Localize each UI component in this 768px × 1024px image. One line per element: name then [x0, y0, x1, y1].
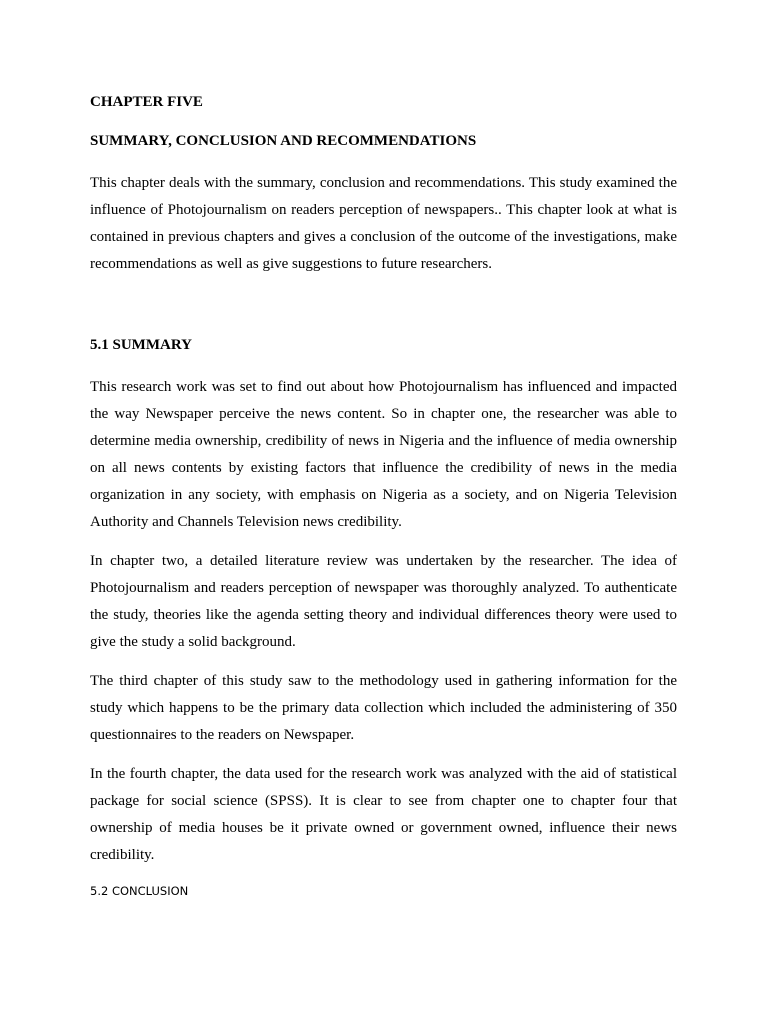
- chapter-title: SUMMARY, CONCLUSION AND RECOMMENDATIONS: [90, 133, 477, 149]
- document-body: [90, 92, 677, 899]
- summary-paragraph-1: This research work was set to find out about how Photojournalism has influenced and impacted the way Newspaper perceive the news content. So in chapter one, the researcher was able to determine media ownership, credibility of news in Nigeria and the influence of media ownership on all news contents by existing factors that influence the credibility of news in the media organization in any society, with emphasis on Nigeria as a society, and on Nigeria Television Authority and Channels Television news credibility.: [90, 379, 677, 530]
- summary-paragraph-4: In the fourth chapter, the data used for the research work was analyzed with the aid of statistical package for social science (SPSS). It is clear to see from chapter one to chapter four that ownership of media houses be it private owned or government owned, influence their news credibility.: [90, 766, 677, 863]
- conclusion-heading: 5.2 CONCLUSION: [90, 884, 189, 898]
- chapter-label: CHAPTER FIVE: [90, 94, 203, 110]
- summary-paragraph-2: In chapter two, a detailed literature review was undertaken by the researcher. The idea of Photojournalism and readers perception of newspaper was thoroughly analyzed. To authenticate the study, theories like the agenda setting theory and individual differences theory were used to give the study a solid background.: [90, 553, 677, 650]
- summary-heading: 5.1 SUMMARY: [90, 337, 192, 353]
- summary-paragraph-3: The third chapter of this study saw to the methodology used in gathering information for the study which happens to be the primary data collection which included the administering of 350 questionnaires to the readers on Newspaper.: [90, 673, 677, 743]
- intro-paragraph: This chapter deals with the summary, conclusion and recommendations. This study examined the influence of Photojournalism on readers perception of newspapers.. This chapter look at what is contained in previous chapters and gives a conclusion of the outcome of the investigations, make recommendations as well as give suggestions to future researchers.: [90, 175, 677, 272]
